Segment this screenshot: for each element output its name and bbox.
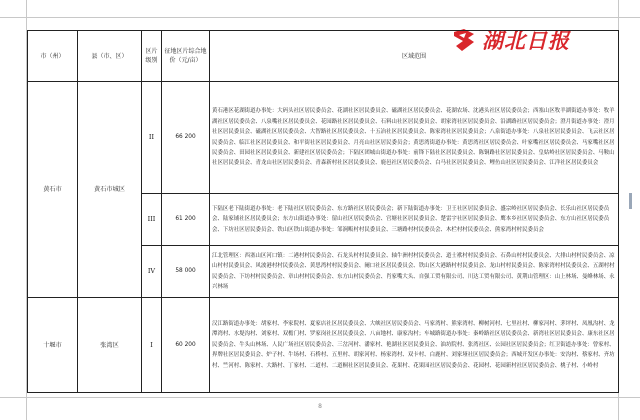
county-cell: 张湾区: [78, 298, 142, 393]
brand-name: 湖北日报: [482, 28, 570, 53]
header-city: 市（州）: [28, 31, 78, 82]
range-cell: 下陆区老下陆街道办事处：老下陆社区居民委员会、东方路社区居民委员会；新下陆街道办事处：卫王社区居民委员会、盛宗岭社区居民委员会、长乐山社区居民委员会、陆家铺社区居民委员会；东方山街道办事处：留山社区居民委员会、官塘社区居民委员会、楚雷宇社区居民委员会、鹰本乡社区居民委员会、东方山社区居民委员会、下坊社区居民委员会、铁山区铁山街道办事处：邹涧畈村村民委员会、三塘路村村民委员会、木栏村村民委员会、熊家湾村村民委员会: [210, 194, 619, 246]
range-cell: 汉江路街道办事处：胡家村、李家院村、夏家店社区居民委员会、大峡社区居民委员会、马家湾村、熊家湾村、柳树河村、七里社村、柳家河村、茅坪村、凤凰沟村、龙潭湾村、水堤沟村、刘家村、双檐门村、罗家岗社区居民委员会、八亩地村、康家沟村；车城路街道办事处：秦岭路社区居民委员会、新湾社区居民委员会、康东社区居民委员会、牛头山林场、人民广场社区居民委员会、三岔河村、潘家村、艳湖社区居民委员会、油坊院村、张湾社区、公园社区居民委员会；红卫街道办事处：曾家村、界牌社区居民委员会、炉子村、牛场村、石桥村、五里村、胡家河村、杨家湾村、双卡村、白鹿村、刘家垭社区居民委员会；西城开发区办事处：安沟村、蔡家村、齐坊村、竺河村、陈家村、大路村、丁家村、二道村、二道桐社区居民委员会、花果村、花果园社区居民委员会、花园村、花园新村社区居民委员会、桃子村、小岭村: [210, 298, 619, 393]
header-grade: 区片级别: [142, 31, 162, 82]
price-cell: 61 200: [162, 194, 210, 246]
table-header-row: [28, 31, 619, 82]
grade-cell: II: [142, 82, 162, 194]
grade-cell: I: [142, 298, 162, 393]
page-edge-marker-icon: [628, 193, 634, 209]
grade-cell: IV: [142, 246, 162, 298]
price-cell: 58 000: [162, 246, 210, 298]
table-row: [28, 298, 619, 393]
crop-guide-bottom: [0, 397, 640, 398]
county-cell: 黄石市城区: [78, 82, 142, 298]
header-range: 区域范围: [210, 31, 619, 82]
range-cell: 黄石港区花湖街道办事处：大码头社区居民委员会、花湖社区居民委员会、磁湖社区居民委员会、花湖农场、沈港头社区居民委员会；西塞山区牧羊湖街道办事处：牧羊湖社区居民委员会、八泉嘴社区居民委员会、花园路社区居民委员会、石料山社区居民委员会、胡家湾社区居民委员会、沿湖路社区居民委员会；澄月街道办事处：澄月社区居民委员会、磁湖社区居民委员会、大智路社区居民委员会、十五冶社区居民委员会、陈家湾社区居民委员会；八泉街道办事处：八泉社区居民委员会、飞云社区居民委员会、临江社区居民委员会、和平街社区居民委员会、月亮山社区居民委员会；黄思湾街道办事处：黄思湾社区居民委员会、叶家嘴社区居民委员会、马家嘴社区居民委员会、田园社区居民委员会、新建社区居民委员会；下陆区团城山街道办事处：前锋下陆社区居民委员会、陈铜路社区居民委员会、皇姑岭社区居民委员会、马鞍山社区居民委员会、青龙山社区居民委员会、青森新村社区居民委员会、鹿邑社区居民委员会、白马社区居民委员会、鲤鱼山社区居民委员会、江洋社区居民委员会: [210, 82, 619, 194]
price-cell: 60 200: [162, 298, 210, 393]
city-cell: 黄石市: [28, 82, 78, 298]
crop-guide-top: [0, 17, 640, 18]
land-price-table: [27, 30, 619, 393]
price-cell: 66 200: [162, 82, 210, 194]
city-cell: 十堰市: [28, 298, 78, 393]
grade-cell: III: [142, 194, 162, 246]
range-cell: 江北管理区：西塞山区河口镇：二港村村民委员会、石龙头村村民委员会、轴牛洲村村民委员会、道士袱村村民委员会、石鼻山村村民委员会、大排山村村民委员会、凉山村村民委员会、风波港村村民委员会、黄思湾村村民委员会、阑口社区居民委员会、铁山区大港路村村民委员会、龙山村村民委员会、陈家湾村村民委员会、五湖村村民委员会、下坊村村民委员会、章山村村民委员会、东方山村民委员会、肖家嘴大头、自强工贸有限公司、川达工贸有限公司、黄荆山管理区：山上林场、曼峰林场、永兴林场: [210, 246, 619, 298]
header-county: 县（市、区）: [78, 31, 142, 82]
page-number: 8: [318, 403, 322, 410]
header-price: 征地区片综合地价（元/亩）: [162, 31, 210, 82]
table-row: [28, 82, 619, 194]
